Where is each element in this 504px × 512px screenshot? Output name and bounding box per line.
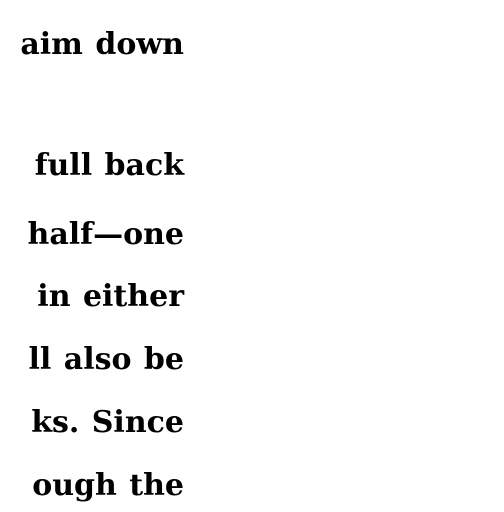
text-line-7: ough the	[32, 468, 184, 503]
text-line-5: ll also be	[28, 342, 184, 377]
text-line-2: full back	[34, 148, 184, 183]
text-line-6: ks. Since	[31, 405, 184, 440]
text-line-3: half—one	[27, 217, 184, 252]
text-line-4: in either	[37, 279, 184, 314]
text-line-1: aim down	[20, 27, 184, 62]
